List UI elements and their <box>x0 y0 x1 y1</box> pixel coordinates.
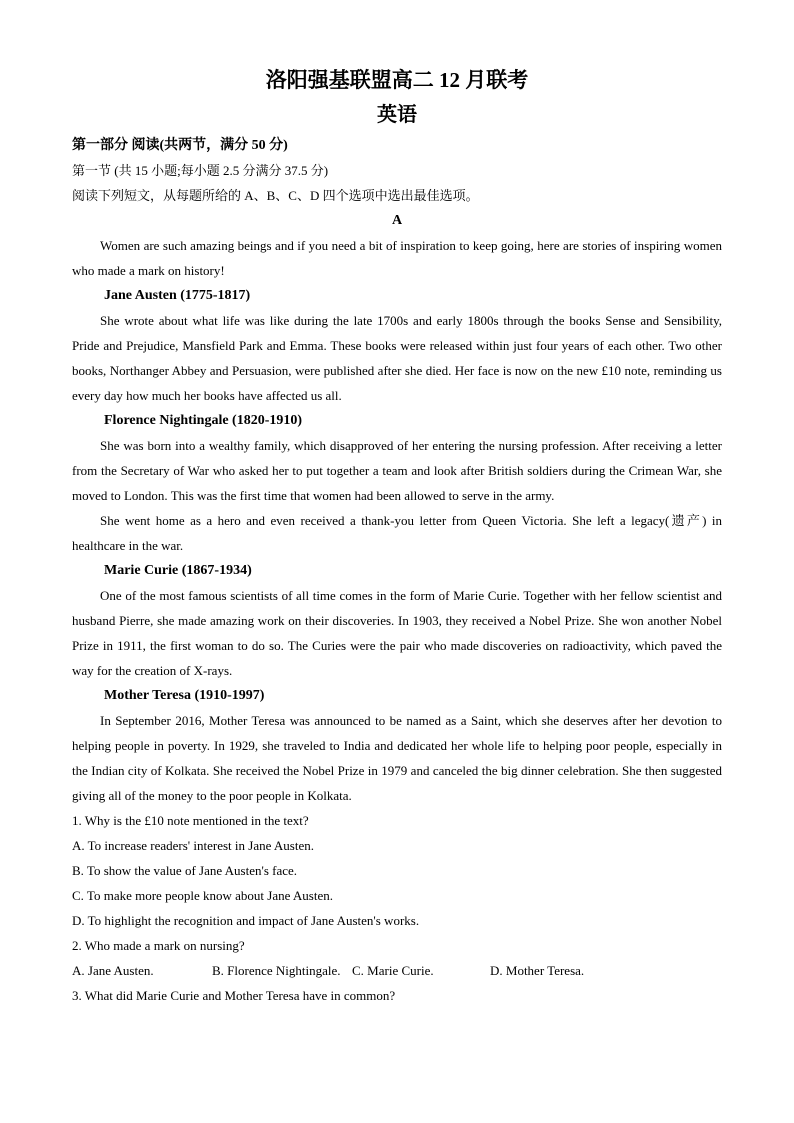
question-1-option-c: C. To make more people know about Jane Austen. <box>72 888 333 903</box>
instruction-text: 阅读下列短文，从每题所给的 A、B、C、D 四个选项中选出最佳选项。 <box>72 188 479 203</box>
section-heading-teresa: Mother Teresa (1910-1997) <box>104 688 265 703</box>
passage-intro: Women are such amazing beings and if you need a bit of inspiration to keep going, here are stories of inspiring women who made a mark on history! <box>72 238 722 278</box>
part-heading: 第一部分 阅读(共两节，满分 50 分) <box>72 138 288 153</box>
exam-title: 洛阳强基联盟高二 12 月联考 <box>265 68 529 92</box>
paragraph-austen: She wrote about what life was like during the late 1700s and early 1800s through the books Sense and Sensibility, Pride and Prejudice, Mansfield Park and Emma. These books were released within just four years of each other. Two other books, Northanger Abbey and Persuasion, were published after she died. Her face is now on the new £10 note, reminding us every day how much her books have affected us all. <box>72 313 722 403</box>
paragraph-nightingale-2: She went home as a hero and even received a thank-you letter from Queen Victoria. She left a legacy(遗产) in healthcare in the war. <box>72 513 722 553</box>
subject-title: 英语 <box>377 104 417 126</box>
question-2-option-d: D. Mother Teresa. <box>490 963 585 978</box>
question-1-stem: 1. Why is the £10 note mentioned in the text? <box>72 813 309 828</box>
question-2-option-a: A. Jane Austen. <box>72 963 154 978</box>
question-3-stem: 3. What did Marie Curie and Mother Teresa have in common? <box>72 988 396 1003</box>
passage-label: A <box>391 213 403 228</box>
question-1-option-a: A. To increase readers' interest in Jane Austen. <box>72 838 314 853</box>
paragraph-nightingale-1: She was born into a wealthy family, which disapproved of her entering the nursing profession. After receiving a letter from the Secretary of War who asked her to put together a team and look after British soldiers during the Crimean War, she moved to London. This was the first time that women had been allowed to serve in the army. <box>72 438 722 503</box>
question-2-options <box>72 958 722 983</box>
section-heading-curie: Marie Curie (1867-1934) <box>104 563 252 578</box>
question-1-option-b: B. To show the value of Jane Austen's face. <box>72 863 298 878</box>
question-2-option-b: B. Florence Nightingale. <box>212 963 341 978</box>
section-heading-nightingale: Florence Nightingale (1820-1910) <box>104 413 303 428</box>
question-2-stem: 2. Who made a mark on nursing? <box>72 938 245 953</box>
section-description: 第一节 (共 15 小题;每小题 2.5 分满分 37.5 分) <box>72 163 329 178</box>
exam-page <box>72 66 722 1008</box>
question-1-option-d: D. To highlight the recognition and impact of Jane Austen's works. <box>72 913 420 928</box>
section-heading-austen: Jane Austen (1775-1817) <box>104 288 251 303</box>
paragraph-curie: One of the most famous scientists of all time comes in the form of Marie Curie. Together with her fellow scientist and husband Pierre, she made amazing work on their discoveries. In 1903, they received a Nobel Prize. She won another Nobel Prize in 1911, the first woman to do so. The Curies were the pair who made discoveries on radioactivity, which paved the way for the creation of X-rays. <box>72 588 722 678</box>
paragraph-teresa: In September 2016, Mother Teresa was announced to be named as a Saint, which she deserves after her devotion to helping people in poverty. In 1929, she traveled to India and dedicated her whole life to helping poor people, especially in the Indian city of Kolkata. She received the Nobel Prize in 1979 and canceled the big dinner celebration. She then suggested giving all of the money to the poor people in Kolkata. <box>72 713 722 803</box>
question-2-option-c: C. Marie Curie. <box>352 963 434 978</box>
